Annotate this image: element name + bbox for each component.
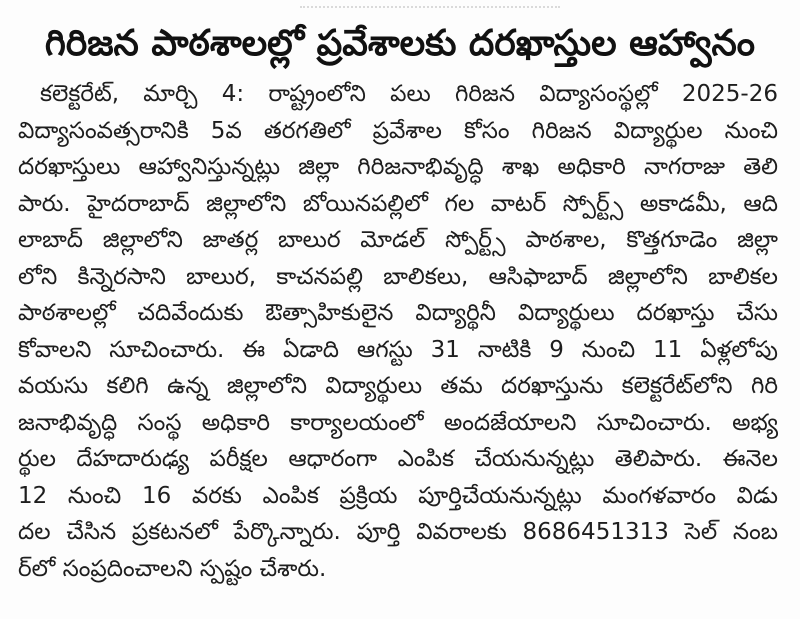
article-headline: గిరిజన పాఠశాలల్లో ప్రవేశాలకు దరఖాస్తుల ఆహ్వానం — [44, 23, 756, 64]
clipping-top-edge — [300, 0, 560, 8]
article-line: 12 నుంచి 16 వరకు ఎంపిక ప్రక్రియ పూర్తిచేయనున్నట్లు మంగళవారం విడు — [18, 482, 778, 509]
article-line: వయసు కలిగి ఉన్న జిల్లాలోని విద్యార్థులు తమ దరఖాస్తును కలెక్టరేట్‌లోని గిరి — [18, 373, 778, 399]
article-line: ర్‌లో సంప్రదించాలని స్పష్టం చేశారు. — [18, 555, 327, 582]
article-line: కలెక్టరేట్, మార్చి 4: రాష్ట్రంలోని పలు గిరిజన విద్యాసంస్థల్లో 2025-26 — [40, 81, 778, 107]
article-body — [18, 76, 778, 587]
article-line: పాఠశాలల్లో చదివేందుకు ఔత్సాహికులైన విద్యార్థినీ విద్యార్థులు దరఖాస్తు చేసు — [18, 300, 778, 326]
article-line: దల చేసిన ప్రకటనలో పేర్కొన్నారు. పూర్తి వివరాలకు 8686451313 సెల్ నంబ — [18, 519, 778, 545]
article-line: దరఖాస్తులు ఆహ్వానిస్తున్నట్లు జిల్లా గిరిజనాభివృద్ధి శాఖ అధికారి నాగరాజు తెలి — [18, 154, 778, 180]
article-line: విద్యాసంవత్సరానికి 5వ తరగతిలో ప్రవేశాల కోసం గిరిజన విద్యార్థుల నుంచి — [18, 117, 778, 144]
article-line: లాబాద్ జిల్లాలోని జాతర్ల బాలుర మోడల్ స్పోర్ట్స్ పాఠశాల, కొత్తగూడెం జిల్లా — [18, 227, 778, 253]
article-line: ర్థుల దేహదారుఢ్య పరీక్షల ఆధారంగా ఎంపిక చేయనున్నట్లు తెలిపారు. ఈనెల — [18, 446, 778, 472]
article-line: జనాభివృద్ధి సంస్థ అధికారి కార్యాలయంలో అందజేయాలని సూచించారు. అభ్య — [18, 409, 778, 436]
article-line: లోని కిన్నెరసాని బాలుర, కాచనపల్లి బాలికలు, ఆసిఫాబాద్ జిల్లాలోని బాలికల — [18, 263, 778, 290]
article-line: పారు. హైదరాబాద్ జిల్లాలోని బోయినపల్లిలో గల వాటర్ స్పోర్ట్స్ అకాడమీ, ఆది — [18, 190, 778, 217]
article-line: కోవాలని సూచించారు. ఈ ఏడాది ఆగస్టు 31 నాటికి 9 నుంచి 11 ఏళ్లలోపు — [18, 336, 778, 363]
